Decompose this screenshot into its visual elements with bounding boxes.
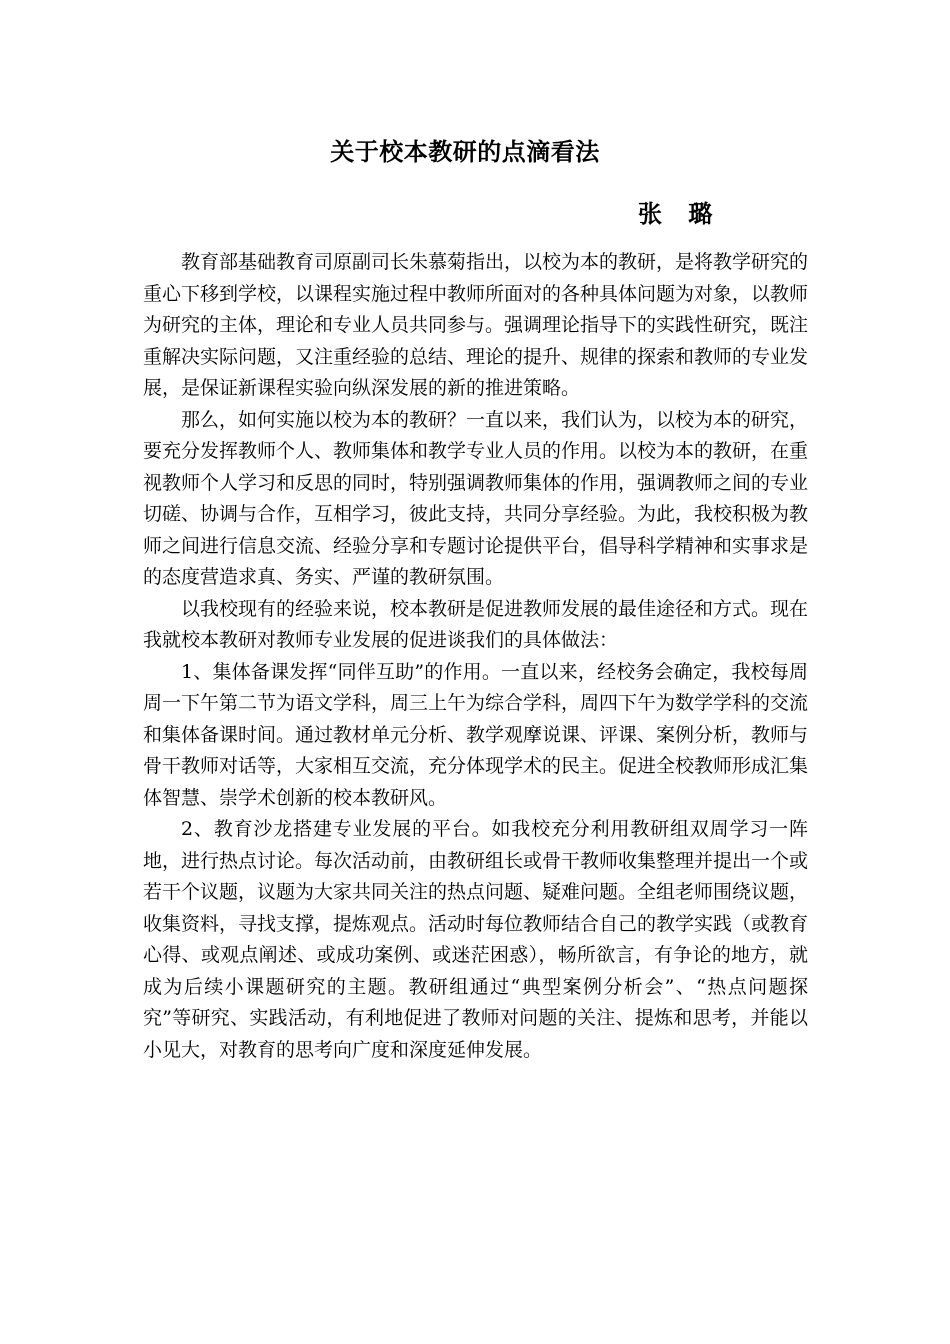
document-body [143, 247, 808, 1066]
paragraph-intro: 教育部基础教育司原副司长朱慕菊指出，以校为本的教研，是将教学研究的重心下移到学校，以课程实施过程中教师所面对的各种具体问题为对象，以教师为研究的主体，理论和专业人员共同参与。强调理论指导下的实践性研究，既注重解决实际问题，又注重经验的总结、理论的提升、规律的探索和教师的专业发展，是保证新课程实验向纵深发展的新的推进策略。 [143, 251, 809, 399]
paragraph-approach: 那么，如何实施以校为本的教研？一直以来，我们认为，以校为本的研究，要充分发挥教师个人、教师集体和教学专业人员的作用。以校为本的教研，在重视教师个人学习和反思的同时，特别强调教师集体的作用，强调教师之间的专业切磋、协调与合作，互相学习，彼此支持，共同分享经验。为此，我校积极为教师之间进行信息交流、经验分享和专题讨论提供平台，倡导科学精神和实事求是的态度营造求真、务实、严谨的教研氛围。 [143, 408, 809, 588]
paragraph-education-salon: 2、教育沙龙搭建专业发展的平台。如我校充分利用教研组双周学习一阵地，进行热点讨论。每次活动前，由教研组长或骨干教师收集整理并提出一个或若干个议题，议题为大家共同关注的热点问题、疑难问题。全组老师围绕议题，收集资料，寻找支撑，提炼观点。活动时每位教师结合自己的教学实践（或教育心得、或观点阐述、或成功案例、或迷茫困惑），畅所欲言，有争论的地方，就成为后续小课题研究的主题。教研组通过“典型案例分析会”、“热点问题探究”等研究、实践活动，有利地促进了教师对问题的关注、提炼和思考，并能以小见大，对教育的思考向广度和深度延伸发展。 [143, 818, 809, 1061]
author-name: 张 璐 [638, 199, 722, 228]
paragraph-collective-lesson-prep: 1、集体备课发挥“同伴互助”的作用。一直以来，经校务会确定，我校每周周一下午第二节为语文学科，周三上午为综合学科，周四下午为数学学科的交流和集体备课时间。通过教材单元分析、教学观摩说课、评课、案例分析，教师与骨干教师对话等，大家相互交流，充分体现学术的民主。促进全校教师形成汇集体智慧、崇学术创新的校本教研风。 [143, 660, 809, 809]
paragraph-practice-intro: 以我校现有的经验来说，校本教研是促进教师发展的最佳途径和方式。现在我就校本教研对教师专业发展的促进谈我们的具体做法： [143, 597, 809, 651]
document-title: 关于校本教研的点滴看法 [330, 137, 600, 166]
